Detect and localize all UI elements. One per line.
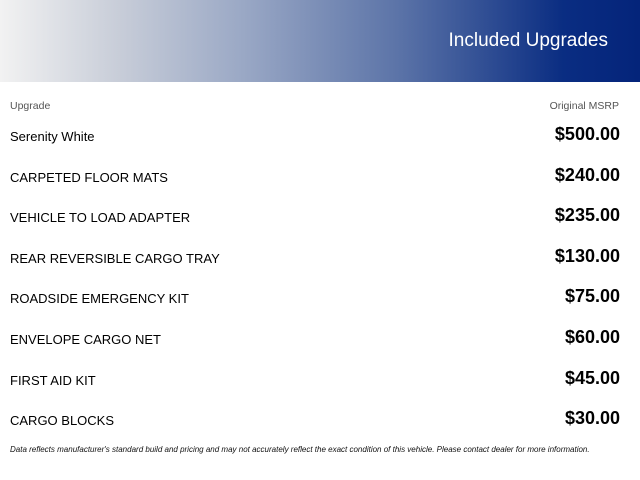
list-item [0,319,640,360]
list-item [0,400,640,441]
list-item [0,278,640,319]
column-header-upgrade: Upgrade [10,100,51,112]
upgrade-price: $500.00 [554,124,620,144]
upgrade-price: $240.00 [554,164,620,185]
upgrade-price: $75.00 [564,286,620,307]
upgrade-price: $45.00 [564,367,620,388]
list-item [0,157,640,198]
upgrade-price: $130.00 [554,245,620,266]
disclaimer-text: Data reflects manufacturer's standard build and pricing and may not accurately reflect the exact condition of this vehicle. Please contact dealer for more information. [10,445,590,454]
list-item [0,238,640,279]
upgrade-name: CARGO BLOCKS [10,413,115,429]
upgrade-price: $30.00 [564,408,620,429]
upgrade-name: VEHICLE TO LOAD ADAPTER [10,210,191,226]
upgrade-name: ROADSIDE EMERGENCY KIT [10,291,189,307]
upgrade-price: $235.00 [554,205,620,226]
upgrade-name: REAR REVERSIBLE CARGO TRAY [10,250,220,266]
upgrades-list [0,116,640,441]
header-banner [0,0,640,82]
upgrade-price: $60.00 [564,326,620,347]
list-item [0,116,640,157]
list-item [0,197,640,238]
page-title: Included Upgrades [448,30,608,51]
upgrade-name: CARPETED FLOOR MATS [10,169,168,185]
column-header-msrp: Original MSRP [549,100,619,112]
upgrade-name: Serenity White [10,129,95,144]
upgrade-name: ENVELOPE CARGO NET [10,331,161,347]
upgrade-name: FIRST AID KIT [10,372,96,388]
list-item [0,360,640,401]
